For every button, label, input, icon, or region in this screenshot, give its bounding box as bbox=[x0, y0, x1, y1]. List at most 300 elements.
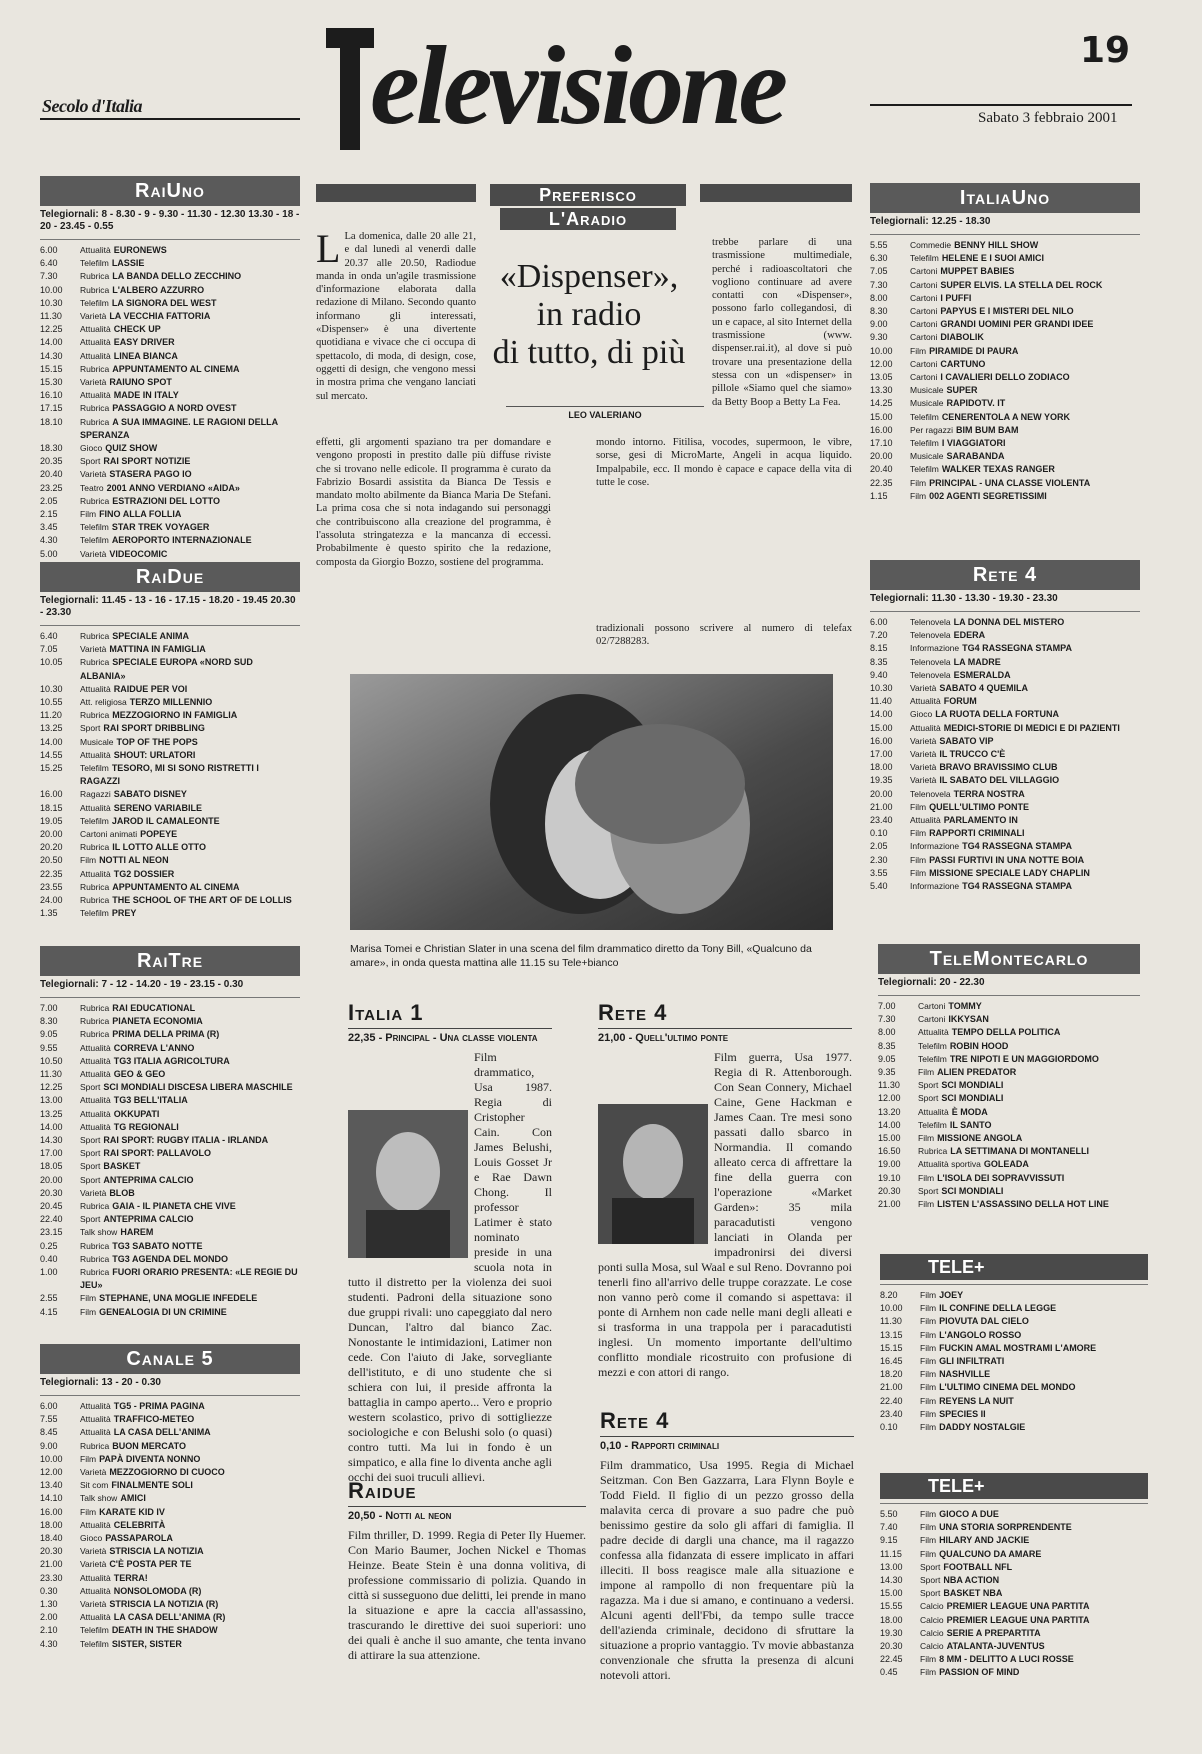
program-info bbox=[920, 1627, 1041, 1640]
program-time: 23.40 bbox=[880, 1408, 903, 1419]
program-time: 9.40 bbox=[870, 669, 888, 680]
schedule-row bbox=[870, 616, 1140, 629]
program-time: 20.40 bbox=[870, 464, 893, 475]
program-info bbox=[80, 1160, 140, 1173]
program-genre: Musicale bbox=[910, 398, 944, 409]
program-title: MEZZOGIORNO IN FAMIGLIA bbox=[112, 710, 238, 721]
program-title: AEROPORTO INTERNAZIONALE bbox=[111, 535, 252, 546]
program-genre: Telefilm bbox=[80, 535, 109, 546]
divider bbox=[878, 995, 1140, 996]
program-info bbox=[80, 323, 161, 336]
program-info bbox=[80, 534, 252, 547]
program-time: 10.30 bbox=[40, 297, 63, 308]
program-info bbox=[80, 468, 192, 481]
program-genre: Attualità bbox=[918, 1106, 949, 1117]
program-genre: Cartoni bbox=[910, 358, 938, 369]
review-italia1 bbox=[348, 1000, 552, 1485]
program-title: PRINCIPAL - UNA CLASSE VIOLENTA bbox=[929, 477, 1091, 488]
program-title: HILARY AND JACKIE bbox=[939, 1535, 1030, 1546]
schedule-row bbox=[870, 305, 1140, 318]
program-title: SERIE A PREPARTITA bbox=[946, 1627, 1041, 1638]
schedule-row bbox=[870, 331, 1140, 344]
program-genre: Rubrica bbox=[80, 1267, 110, 1278]
program-genre: Telenovela bbox=[910, 630, 951, 641]
program-info bbox=[80, 244, 167, 257]
program-time: 23.25 bbox=[40, 482, 63, 493]
program-genre: Film bbox=[920, 1369, 937, 1380]
program-info bbox=[918, 1145, 1089, 1158]
program-info bbox=[910, 239, 1038, 252]
program-genre: Telefilm bbox=[80, 522, 109, 533]
program-title: LA RUOTA DELLA FORTUNA bbox=[935, 709, 1060, 720]
program-time: 20.40 bbox=[40, 469, 63, 480]
program-title: SPECIALE ANIMA bbox=[112, 631, 189, 641]
program-info bbox=[80, 508, 181, 521]
program-title: EASY DRIVER bbox=[113, 337, 175, 348]
schedule-row bbox=[870, 708, 1140, 721]
program-time: 18.40 bbox=[40, 1533, 63, 1544]
program-info bbox=[910, 371, 1070, 384]
program-title: TERRA NOSTRA bbox=[953, 788, 1025, 799]
schedule-row bbox=[870, 358, 1140, 371]
program-genre: Film bbox=[918, 1067, 935, 1078]
program-info bbox=[80, 881, 239, 894]
program-info bbox=[80, 350, 178, 363]
program-time: 20.30 bbox=[880, 1641, 903, 1652]
program-genre: Rubrica bbox=[80, 271, 110, 282]
program-genre: Sport bbox=[920, 1575, 941, 1586]
schedule-row bbox=[880, 1627, 1148, 1640]
program-time: 4.15 bbox=[40, 1306, 58, 1317]
program-genre: Attualità bbox=[910, 722, 941, 733]
program-genre: Film bbox=[920, 1395, 937, 1406]
schedule-row bbox=[870, 411, 1140, 424]
program-time: 0.45 bbox=[880, 1667, 898, 1678]
schedule-row bbox=[870, 682, 1140, 695]
program-time: 1.30 bbox=[40, 1599, 58, 1610]
program-info bbox=[910, 669, 1011, 682]
schedule-row bbox=[880, 1653, 1148, 1666]
schedule-row bbox=[40, 363, 300, 376]
program-title: DIABOLIK bbox=[940, 332, 984, 343]
program-time: 14.25 bbox=[870, 398, 893, 409]
program-genre: Rubrica bbox=[80, 416, 110, 427]
schedule-row bbox=[878, 1145, 1140, 1158]
program-info bbox=[910, 437, 1006, 450]
program-title: SARABANDA bbox=[946, 451, 1005, 462]
program-genre: Attualità bbox=[80, 802, 111, 813]
program-genre: Attualità bbox=[80, 350, 111, 361]
schedule-row bbox=[40, 1413, 300, 1426]
program-time: 15.25 bbox=[40, 763, 63, 774]
newscast-times: Telegiornali: 8 - 8.30 - 9 - 9.30 - 11.30 - 12.30 13.30 - 18 - 20 - 23.45 - 0.55 bbox=[40, 209, 300, 232]
program-title: FUORI ORARIO PRESENTA: «LE REGIE DU JEU» bbox=[80, 1267, 298, 1291]
program-genre: Calcio bbox=[920, 1614, 944, 1625]
program-info bbox=[80, 722, 205, 735]
program-time: 6.30 bbox=[870, 253, 888, 264]
program-genre: Film bbox=[920, 1422, 937, 1433]
program-genre: Rubrica bbox=[80, 1253, 110, 1264]
program-title: DADDY NOSTALGIE bbox=[939, 1422, 1026, 1433]
program-time: 16.00 bbox=[40, 1506, 63, 1517]
schedule-row bbox=[878, 1172, 1140, 1185]
program-info bbox=[80, 270, 241, 283]
schedule-row bbox=[880, 1302, 1148, 1315]
program-info bbox=[80, 1624, 218, 1637]
schedule-row bbox=[40, 534, 300, 547]
program-genre: Telefilm bbox=[80, 258, 109, 269]
program-title: 002 AGENTI SEGRETISSIMI bbox=[929, 490, 1047, 501]
program-genre: Film bbox=[80, 1306, 97, 1317]
program-genre: Telefilm bbox=[910, 253, 939, 264]
program-genre: Film bbox=[920, 1509, 937, 1519]
newscast-times: Telegiornali: 20 - 22.30 bbox=[878, 977, 985, 988]
program-time: 9.15 bbox=[880, 1535, 898, 1546]
program-time: 17.00 bbox=[40, 1148, 63, 1159]
program-time: 21.00 bbox=[878, 1199, 901, 1210]
program-info bbox=[80, 455, 190, 468]
schedule-row bbox=[880, 1381, 1148, 1394]
program-genre: Sit com bbox=[80, 1480, 109, 1491]
program-title: 8 MM - DELITTO A LUCI ROSSE bbox=[939, 1654, 1074, 1665]
program-info bbox=[80, 1147, 211, 1160]
schedule-row bbox=[40, 455, 300, 468]
review-channel: Italia 1 bbox=[348, 1000, 424, 1025]
divider bbox=[40, 625, 300, 626]
program-genre: Cartoni animati bbox=[80, 829, 138, 840]
program-info bbox=[80, 828, 177, 841]
program-info bbox=[80, 495, 220, 508]
program-info bbox=[80, 868, 174, 881]
program-info bbox=[910, 358, 985, 371]
program-time: 10.30 bbox=[40, 683, 63, 694]
review-body: Film drammatico, Usa 1987. Regia di Cristopher Cain. Con James Belushi, Louis Gosset Jr e Rae Dawn Chong. Il professor Latimer è stato nominato preside in una scuola nota in tutto il distretto per la violenza dei suoi studenti. Padroni della situazione sono due gruppi rivali: uno capeggiato dal nero Duncan, l'altro dal bianco Zac. Nonostante le intimidazioni, Latimer non cede. Con l'aiuto di Jake, sorvegliante dell'istituto, e di uno studente che si schiera con lui, il preside affronta la battaglia in campo aperto... Vero e proprio western scolastico, privo di sottigliezze sociologiche e con Belushi solo (o quasi) contro tutti. Ma lui in fondo è un simpatico, e alla fine lo diventa anche agli occhi dei suoi truculi allievi. bbox=[348, 1050, 552, 1484]
program-title: FUCKIN AMAL MOSTRAMI L'AMORE bbox=[939, 1342, 1097, 1353]
program-genre: Musicale bbox=[910, 451, 944, 462]
article-column-3: trebbe parlare di una trasmissione multimediale, perché i radioascoltatori che vogliono continuare ad avere contatti con «Dispenser», possono farlo collegandosi, dì un e capace, al sito Internet della trasmissione (www. dispenser.rai.it), al dove si può trovare una presentazione della stessa con un «dispenser» in pillole «Siamo quel che siamo» da Betty Boop a Betty La Fea. bbox=[712, 237, 852, 408]
program-time: 15.00 bbox=[880, 1588, 903, 1599]
schedule-row bbox=[880, 1329, 1148, 1342]
program-title: GRANDI UOMINI PER GRANDI IDEE bbox=[940, 319, 1094, 330]
schedule-row bbox=[870, 629, 1140, 642]
schedule-row bbox=[880, 1534, 1148, 1547]
program-title: UNA STORIA SORPRENDENTE bbox=[939, 1522, 1072, 1533]
program-time: 18.00 bbox=[880, 1614, 903, 1625]
program-title: È MODA bbox=[951, 1106, 988, 1117]
review-subtitle: 21,00 - Quell'ultimo ponte bbox=[598, 1032, 729, 1044]
program-time: 12.00 bbox=[870, 358, 893, 369]
schedule-row bbox=[40, 416, 300, 442]
program-genre: Talk show bbox=[80, 1227, 118, 1238]
schedule-row bbox=[40, 548, 300, 561]
issue-date: Sabato 3 febbraio 2001 bbox=[978, 110, 1118, 126]
program-title: WALKER TEXAS RANGER bbox=[941, 464, 1055, 475]
section-initial-T bbox=[326, 28, 374, 150]
program-genre: Cartoni bbox=[910, 332, 938, 343]
program-title: PARLAMENTO IN bbox=[943, 815, 1018, 826]
program-info bbox=[80, 1638, 182, 1651]
schedule-row bbox=[880, 1342, 1148, 1355]
review-rete4-a bbox=[598, 1000, 852, 1380]
schedule-row bbox=[40, 1545, 300, 1558]
program-title: REYENS LA NUIT bbox=[939, 1395, 1014, 1406]
program-title: FINO ALLA FOLLIA bbox=[99, 509, 182, 520]
newspaper-logo: Secolo d'Italia bbox=[42, 96, 142, 116]
program-genre: Film bbox=[80, 855, 97, 866]
schedule-row bbox=[40, 1094, 300, 1107]
schedule-row bbox=[870, 669, 1140, 682]
program-genre: Telefilm bbox=[918, 1053, 947, 1064]
program-time: 9.00 bbox=[40, 1440, 58, 1451]
program-info bbox=[80, 1240, 202, 1253]
schedule-list bbox=[40, 1002, 300, 1319]
channel-title: TeleMontecarlo bbox=[878, 944, 1140, 974]
review-raidue bbox=[348, 1478, 586, 1663]
schedule-row bbox=[880, 1574, 1148, 1587]
program-genre: Telefilm bbox=[80, 908, 109, 919]
program-info bbox=[80, 1400, 205, 1413]
program-title: BIM BUM BAM bbox=[956, 424, 1019, 435]
program-time: 10.00 bbox=[870, 345, 893, 356]
schedule-row bbox=[40, 310, 300, 323]
program-genre: Film bbox=[920, 1356, 937, 1367]
program-title: PREMIER LEAGUE UNA PARTITA bbox=[946, 1614, 1090, 1625]
program-time: 10.00 bbox=[40, 1453, 63, 1464]
schedule-row bbox=[40, 1400, 300, 1413]
program-info bbox=[80, 1532, 173, 1545]
program-genre: Film bbox=[910, 801, 927, 812]
schedule-row bbox=[870, 854, 1140, 867]
program-genre: Attualità bbox=[80, 1069, 111, 1080]
program-title: SCI MONDIALI bbox=[941, 1080, 1004, 1091]
program-info bbox=[80, 1466, 225, 1479]
program-title: PASSAPAROLA bbox=[105, 1533, 173, 1544]
program-title: IL SANTO bbox=[949, 1119, 992, 1130]
program-genre: Informazione bbox=[910, 841, 960, 852]
program-genre: Rubrica bbox=[80, 1016, 110, 1027]
program-genre: Attualità bbox=[80, 337, 111, 348]
program-time: 10.30 bbox=[870, 683, 893, 694]
schedule-row bbox=[878, 1013, 1140, 1026]
program-genre: Attualità bbox=[910, 696, 941, 707]
program-time: 8.00 bbox=[878, 1027, 896, 1038]
program-info bbox=[920, 1600, 1089, 1613]
program-genre: Film bbox=[80, 1453, 97, 1464]
program-genre: Rubrica bbox=[80, 895, 110, 906]
program-info bbox=[80, 656, 300, 682]
schedule-row bbox=[870, 345, 1140, 358]
program-genre: Varietà bbox=[80, 1467, 107, 1478]
program-title: LINEA BIANCA bbox=[113, 350, 178, 361]
schedule-row bbox=[40, 1638, 300, 1651]
article-column-5: tradizionali possono scrivere al numero di telefax 02/7288283. bbox=[596, 623, 852, 648]
program-time: 2.10 bbox=[40, 1625, 58, 1636]
schedule-row bbox=[878, 1040, 1140, 1053]
program-title: ATALANTA-JUVENTUS bbox=[946, 1641, 1045, 1652]
schedule-row bbox=[878, 1066, 1140, 1079]
program-info bbox=[80, 1558, 191, 1571]
program-title: BLOB bbox=[109, 1187, 135, 1198]
program-genre: Attualità bbox=[910, 815, 941, 826]
schedule-row bbox=[40, 1028, 300, 1041]
program-info bbox=[910, 801, 1029, 814]
program-genre: Telefilm bbox=[910, 411, 939, 422]
masthead bbox=[0, 0, 1202, 170]
schedule-row bbox=[870, 384, 1140, 397]
program-title: APPUNTAMENTO AL CINEMA bbox=[112, 363, 240, 374]
program-title: TG2 DOSSIER bbox=[113, 868, 175, 879]
program-genre: Film bbox=[920, 1654, 937, 1665]
program-time: 23.15 bbox=[40, 1227, 63, 1238]
program-title: SISTER, SISTER bbox=[111, 1638, 182, 1649]
program-info bbox=[918, 1092, 1003, 1105]
program-info bbox=[920, 1666, 1019, 1679]
program-time: 8.15 bbox=[870, 643, 888, 654]
program-genre: Film bbox=[80, 509, 97, 520]
program-genre: Rubrica bbox=[80, 1440, 110, 1451]
program-time: 18.00 bbox=[40, 1519, 63, 1530]
newscast-times: Telegiornali: 13 - 20 - 0.30 bbox=[40, 1377, 161, 1388]
program-info bbox=[910, 840, 1072, 853]
program-info bbox=[80, 1226, 153, 1239]
program-title: ANTEPRIMA CALCIO bbox=[103, 1214, 194, 1225]
program-info bbox=[920, 1329, 1021, 1342]
schedule-row bbox=[40, 841, 300, 854]
program-title: RAI SPORT: RUGBY ITALIA - IRLANDA bbox=[103, 1135, 269, 1146]
program-info bbox=[80, 1028, 219, 1041]
program-title: PASSION OF MIND bbox=[939, 1667, 1020, 1678]
program-info bbox=[910, 695, 977, 708]
program-info bbox=[80, 788, 187, 801]
program-title: L'ULTIMO CINEMA DEL MONDO bbox=[939, 1382, 1076, 1393]
schedule-row bbox=[880, 1368, 1148, 1381]
program-info bbox=[910, 722, 1120, 735]
program-title: TG3 BELL'ITALIA bbox=[113, 1095, 188, 1106]
schedule-row bbox=[40, 683, 300, 696]
program-genre: Attualità bbox=[80, 1612, 111, 1623]
program-time: 19.00 bbox=[878, 1159, 901, 1170]
program-genre: Cartoni bbox=[910, 372, 938, 383]
article-column-4: mondo intorno. Fitilisa, vocodes, supermoon, le vibre, sorse, gesi di MicroMarte, Angeli in acqua liquido. Impalpabile, ecc. Il mondo è capace e capace della vita di tutte le cose. bbox=[596, 437, 852, 488]
program-info bbox=[80, 297, 216, 310]
program-time: 11.30 bbox=[880, 1316, 902, 1327]
program-genre: Varietà bbox=[80, 1546, 107, 1557]
program-time: 6.40 bbox=[40, 258, 58, 269]
program-info bbox=[918, 1026, 1060, 1039]
schedule-row bbox=[878, 1000, 1140, 1013]
program-title: STRISCIA LA NOTIZIA (R) bbox=[109, 1599, 219, 1610]
program-time: 16.10 bbox=[40, 390, 63, 401]
program-info bbox=[80, 402, 236, 415]
schedule-row bbox=[870, 252, 1140, 265]
program-info bbox=[80, 1292, 257, 1305]
schedule-row bbox=[870, 722, 1140, 735]
program-genre: Film bbox=[920, 1316, 937, 1327]
program-genre: Rubrica bbox=[80, 657, 110, 668]
program-time: 22.45 bbox=[880, 1654, 903, 1665]
headline-line-1: «Dispenser», bbox=[499, 258, 679, 295]
program-time: 18.05 bbox=[40, 1161, 63, 1172]
film-still-photo bbox=[350, 674, 833, 930]
program-title: RAIDUE PER VOI bbox=[113, 683, 188, 694]
program-genre: Rubrica bbox=[918, 1146, 948, 1157]
program-time: 14.00 bbox=[870, 709, 893, 720]
program-title: KARATE KID IV bbox=[99, 1506, 165, 1517]
program-info bbox=[80, 1426, 211, 1439]
program-genre: Film bbox=[910, 490, 927, 501]
program-info bbox=[920, 1640, 1045, 1653]
schedule-row bbox=[878, 1158, 1140, 1171]
program-time: 16.50 bbox=[878, 1146, 901, 1157]
schedule-row bbox=[40, 1611, 300, 1624]
program-genre: Attualità bbox=[80, 1108, 111, 1119]
program-title: FORUM bbox=[943, 696, 977, 707]
program-genre: Calcio bbox=[920, 1601, 944, 1612]
program-info bbox=[80, 1200, 236, 1213]
program-time: 21.00 bbox=[870, 801, 893, 812]
program-info bbox=[80, 643, 206, 656]
article-headline bbox=[484, 258, 694, 372]
schedule-row bbox=[870, 748, 1140, 761]
program-time: 15.00 bbox=[870, 722, 893, 733]
schedule-row bbox=[40, 482, 300, 495]
program-title: RAI SPORT DRIBBLING bbox=[103, 723, 205, 734]
schedule-row bbox=[878, 1079, 1140, 1092]
schedule-row bbox=[40, 1187, 300, 1200]
program-time: 13.15 bbox=[880, 1329, 903, 1340]
program-time: 8.00 bbox=[870, 292, 888, 303]
program-time: 8.35 bbox=[878, 1040, 896, 1051]
schedule-row bbox=[40, 1042, 300, 1055]
program-info bbox=[80, 1453, 200, 1466]
program-title: ANTEPRIMA CALCIO bbox=[103, 1174, 194, 1185]
program-info bbox=[910, 279, 1102, 292]
channel-teleplus-1 bbox=[880, 1254, 1148, 1434]
schedule-row bbox=[870, 840, 1140, 853]
divider bbox=[348, 1028, 552, 1029]
program-info bbox=[918, 1119, 992, 1132]
schedule-row bbox=[40, 442, 300, 455]
headline-line-3: di tutto, di più bbox=[492, 334, 686, 371]
program-info bbox=[918, 1185, 1003, 1198]
program-info bbox=[80, 1174, 194, 1187]
schedule-row bbox=[40, 788, 300, 801]
program-info bbox=[80, 1134, 268, 1147]
program-genre: Commedie bbox=[910, 240, 952, 250]
schedule-row bbox=[870, 239, 1140, 252]
photo-caption: Marisa Tomei e Christian Slater in una scena del film drammatico diretto da Tony Bill, «Qualcuno da amare», in onda questa mattina alle 11.15 su Tele+bianco bbox=[350, 943, 812, 969]
schedule-row bbox=[40, 802, 300, 815]
review-subtitle: 0,10 - Rapporti criminali bbox=[600, 1440, 720, 1452]
schedule-row bbox=[40, 630, 300, 643]
schedule-row bbox=[870, 656, 1140, 669]
program-info bbox=[80, 894, 292, 907]
program-time: 19.30 bbox=[880, 1627, 903, 1638]
program-time: 21.00 bbox=[40, 1559, 63, 1570]
program-info bbox=[80, 1545, 204, 1558]
program-genre: Telefilm bbox=[910, 438, 939, 449]
program-info bbox=[80, 1598, 218, 1611]
program-info bbox=[80, 696, 212, 709]
program-genre: Rubrica bbox=[80, 881, 110, 892]
program-time: 4.30 bbox=[40, 1638, 58, 1649]
masthead-rule-right bbox=[870, 104, 1132, 106]
program-info bbox=[920, 1614, 1089, 1627]
schedule-row bbox=[40, 244, 300, 257]
program-info bbox=[920, 1521, 1072, 1534]
schedule-row bbox=[878, 1132, 1140, 1145]
program-info bbox=[910, 656, 1001, 669]
